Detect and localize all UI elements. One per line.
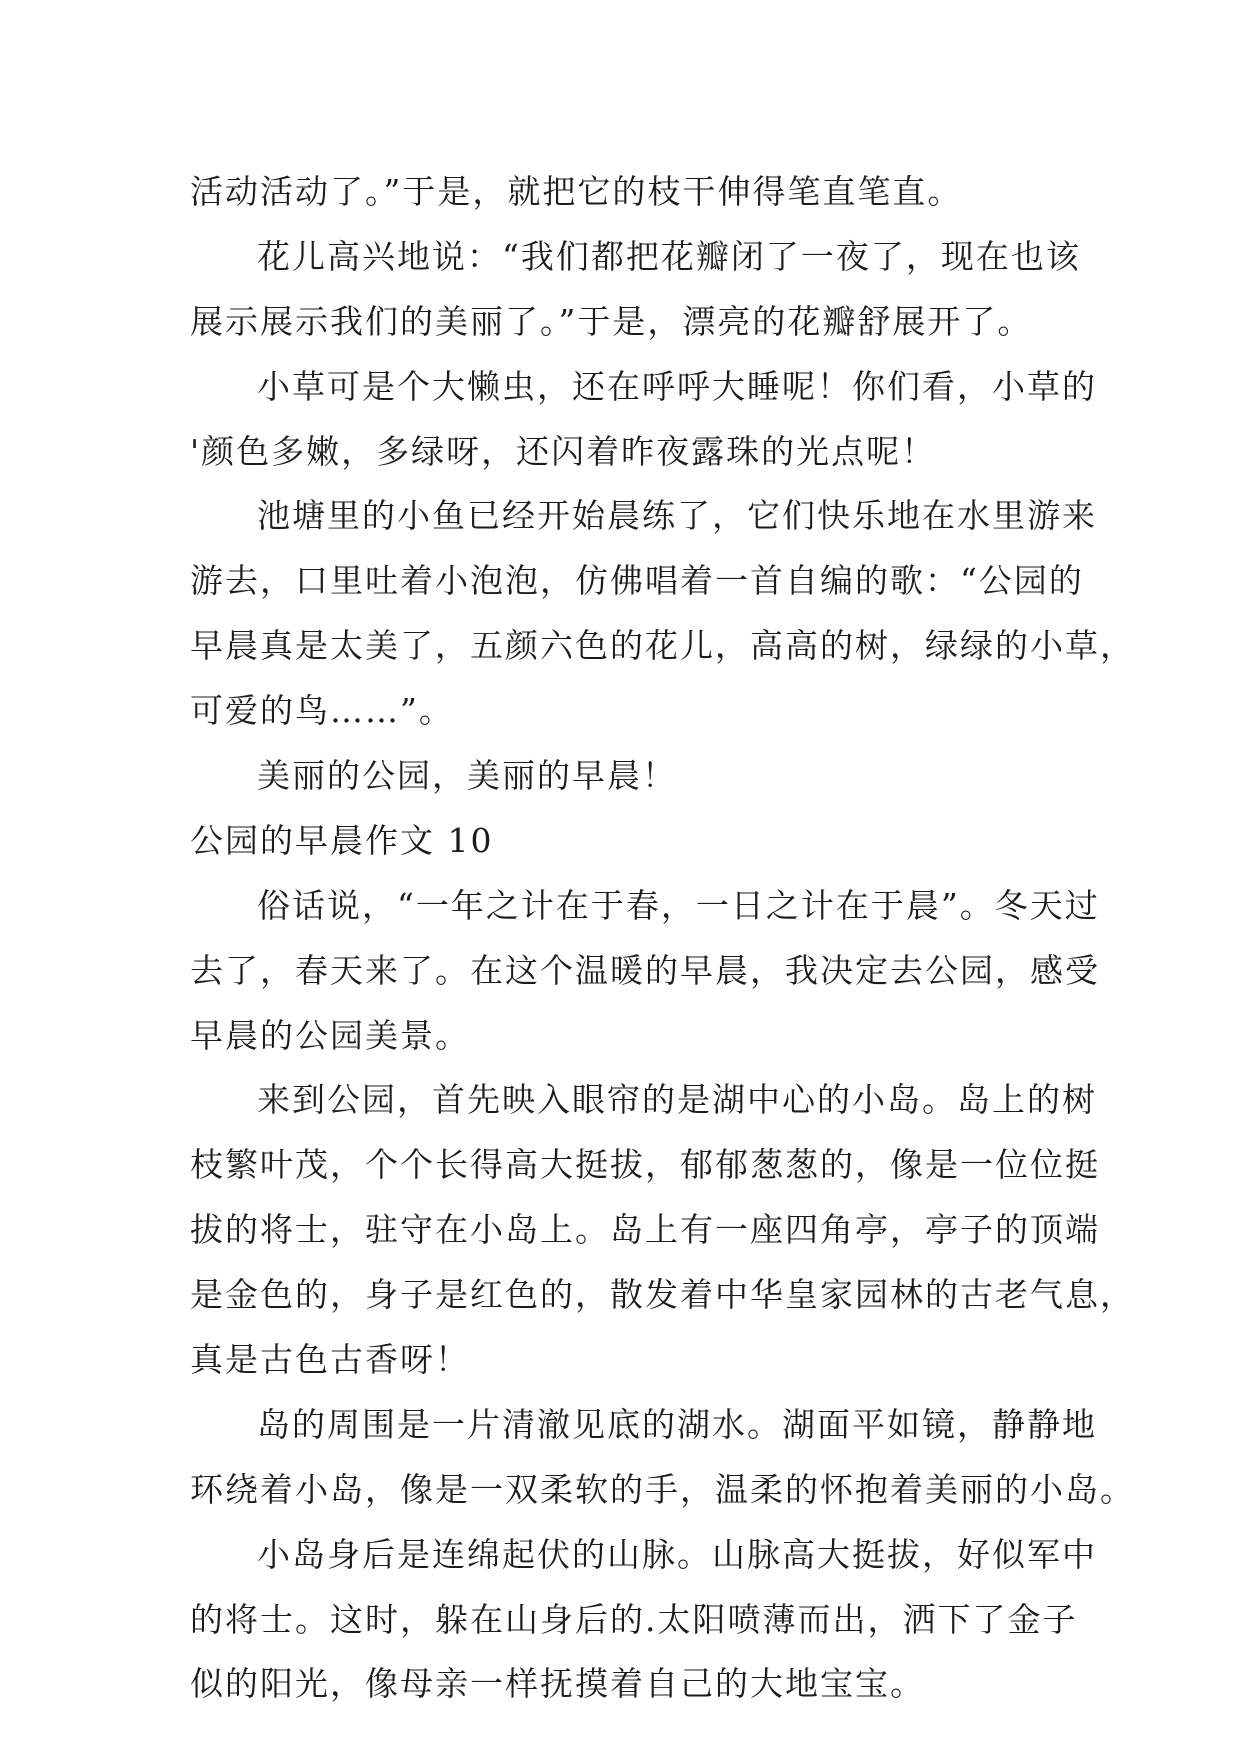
text-line: 似的阳光，像母亲一样抚摸着自己的大地宝宝。 xyxy=(190,1664,925,1704)
text-line: '颜色多嫩，多绿呀，还闪着昨夜露珠的光点呢！ xyxy=(190,431,937,471)
text-line: 小岛身后是连绵起伏的山脉。山脉高大挺拔，好似军中 xyxy=(257,1534,1097,1574)
text-line: 来到公园，首先映入眼帘的是湖中心的小岛。岛上的树 xyxy=(257,1080,1097,1120)
text-line: 游去，口里吐着小泡泡，仿佛唱着一首自编的歌：“公园的 xyxy=(190,561,1084,601)
text-line: 枝繁叶茂，个个长得高大挺拔，郁郁葱葱的，像是一位位挺 xyxy=(190,1145,1100,1185)
text-line: 环绕着小岛，像是一双柔软的手，温柔的怀抱着美丽的小岛。 xyxy=(190,1469,1135,1509)
text-line: 早晨真是太美了，五颜六色的花儿，高高的树，绿绿的小草， xyxy=(190,626,1135,666)
text-line: 的将士。这时，躲在山身后的.太阳喷薄而出，洒下了金子 xyxy=(190,1599,1078,1639)
essay-body xyxy=(190,160,1135,1717)
text-line: 岛的周围是一片清澈见底的湖水。湖面平如镜，静静地 xyxy=(257,1404,1097,1444)
text-line: 可爱的鸟……”。 xyxy=(190,691,454,731)
section-heading: 公园的早晨作文 10 xyxy=(190,820,494,860)
text-line: 花儿高兴地说：“我们都把花瓣闭了一夜了，现在也该 xyxy=(257,236,1081,276)
text-line: 早晨的公园美景。 xyxy=(190,1015,470,1055)
text-line: 去了，春天来了。在这个温暖的早晨，我决定去公园，感受 xyxy=(190,950,1100,990)
text-line: 活动活动了。”于是，就把它的枝干伸得笔直笔直。 xyxy=(190,172,963,211)
text-line: 俗话说，“一年之计在于春，一日之计在于晨”。冬天过 xyxy=(257,885,1100,925)
text-line: 真是古色古香呀！ xyxy=(190,1340,470,1380)
text-line: 拔的将士，驻守在小岛上。岛上有一座四角亭，亭子的顶端 xyxy=(190,1210,1100,1250)
text-line: 池塘里的小鱼已经开始晨练了，它们快乐地在水里游来 xyxy=(257,496,1097,536)
text-line: 是金色的，身子是红色的，散发着中华皇家园林的古老气息， xyxy=(190,1275,1135,1315)
text-line: 展示展示我们的美丽了。”于是，漂亮的花瓣舒展开了。 xyxy=(190,301,1033,341)
text-line: 小草可是个大懒虫，还在呼呼大睡呢！你们看，小草的 xyxy=(257,366,1097,406)
text-line: 美丽的公园，美丽的早晨！ xyxy=(257,756,677,796)
